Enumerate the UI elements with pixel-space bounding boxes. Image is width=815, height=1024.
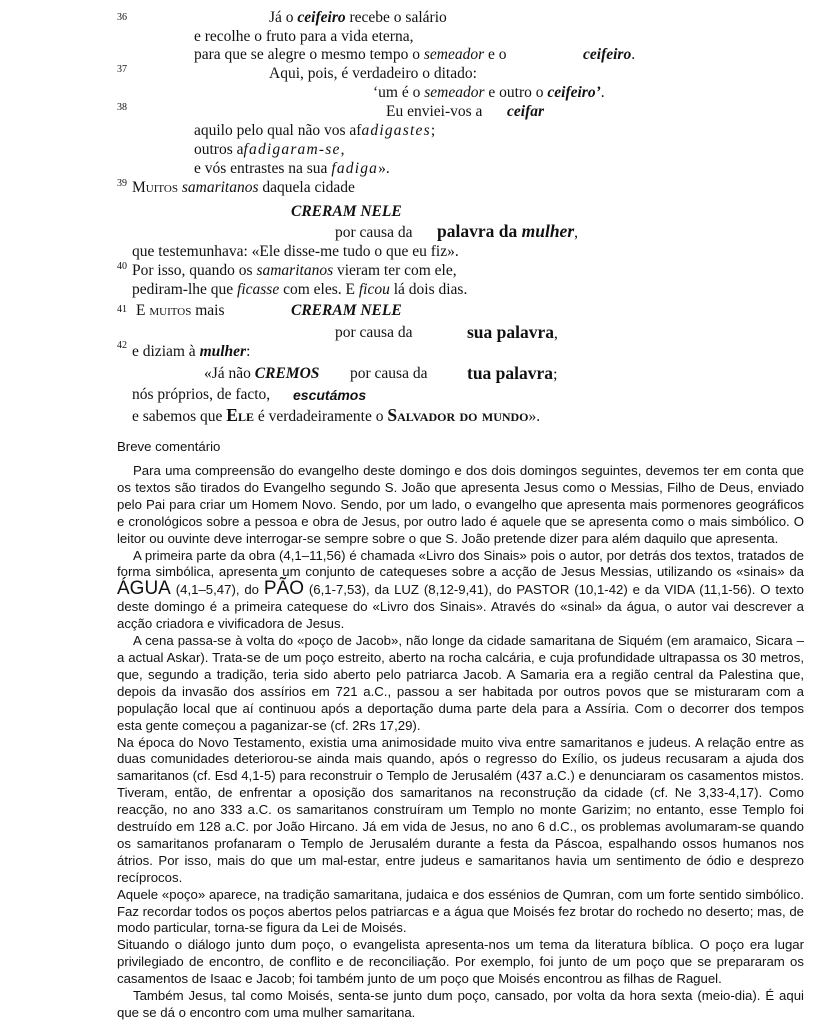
verse-line (132, 342, 250, 362)
text: lá dois dias. (389, 281, 468, 298)
verse-line (194, 121, 435, 141)
verse-line: e recolhe o fruto para a vida eterna, (194, 28, 414, 45)
emphasis: samaritanos (177, 179, 259, 196)
section-title: Breve comentário (117, 439, 221, 454)
verse-number: 38 (117, 102, 127, 113)
emphasis: PÃO (263, 578, 304, 600)
verse-line (194, 159, 390, 179)
text: ; (553, 366, 558, 383)
emphasis: ceifeiro (297, 9, 346, 26)
text: E (136, 302, 150, 319)
text: pediram-lhe que (132, 281, 238, 298)
text: para que se alegre o mesmo tempo o (194, 46, 424, 63)
text: outros a (194, 141, 244, 158)
verse-line (467, 322, 558, 344)
verse-line (291, 301, 402, 321)
verse-line: que testemunhava: «Ele disse-me tudo o que eu fiz». (132, 243, 459, 260)
verse-line (194, 140, 344, 160)
paragraph (117, 548, 804, 634)
text: A primeira parte da obra (4,1–11,56) é chamada «Livro dos Sinais» pois o autor, por detrás dos textos, tratados de forma simbólica, apresenta um conjunto de catequeses sobre a acção de Jesus Messias, utilizando os «sinais» da (117, 547, 804, 580)
verse-number: 41 (117, 304, 127, 315)
verse-line (132, 405, 540, 427)
emphasis: CRERAM NELE (291, 302, 402, 319)
text: «Já não (204, 365, 255, 382)
verse-number: 42 (117, 340, 127, 351)
paragraph: Aquele «poço» aparece, na tradição samaritana, judaica e dos essénios de Qumran, com um forte sentido simbólico. Faz recordar todos os poços abertos pelos patriarcas e a água que Moisés fez brotar do rochedo no deserto; mas, de modo particular, torna-se figura da Lei de Moisés. (117, 886, 804, 936)
verse-line (194, 45, 507, 65)
verse-number: 40 (117, 261, 127, 272)
verse-line: Eu enviei-vos a (386, 103, 483, 120)
text: Já o (269, 9, 298, 26)
emphasis: CRERAM NELE (291, 203, 402, 220)
text: Muitos (132, 179, 178, 196)
verse-line (132, 178, 355, 198)
verse-number: 37 (117, 64, 127, 75)
text: . (631, 46, 636, 63)
text: ; (430, 122, 436, 139)
text: : (246, 343, 251, 360)
verse-line: Aqui, pois, é verdadeiro o ditado: (269, 65, 477, 82)
text: ». (528, 408, 541, 425)
paragraph: Situando o diálogo junto dum poço, o evangelista apresenta-nos um tema da literatura bíblica. O poço era lugar privilegiado de encontro, de conflito e de reconciliação. Por exemplo, foi junto de um poço que se prepararam os casamentos de Isaac e Jacob; foi também junto de um poço que Moisés encontrou as filhas de Raguel. (117, 937, 804, 987)
verse-line (507, 102, 544, 122)
emphasis: ceifeiro (583, 46, 632, 63)
emphasis: Ele (226, 405, 254, 425)
emphasis: ÁGUA (117, 578, 171, 600)
verse-line: por causa da (335, 224, 413, 241)
text: ‘um é o (373, 84, 425, 101)
emphasis: CREMOS (254, 365, 320, 382)
emphasis: ceifeiro’ (547, 84, 601, 101)
emphasis: adigastes (361, 122, 431, 139)
text: com eles. E (279, 281, 359, 298)
text: e sabemos que (132, 408, 227, 425)
text: daquela cidade (258, 179, 355, 196)
text: muitos (149, 302, 192, 319)
text: e o (484, 46, 507, 63)
text: e diziam à (132, 343, 200, 360)
emphasis: Salvador do mundo (387, 405, 529, 425)
text: , (554, 325, 558, 342)
emphasis: fadiga (331, 160, 379, 177)
emphasis: ficasse (237, 281, 280, 298)
emphasis: semeador (424, 84, 485, 101)
emphasis: samaritanos (256, 262, 334, 279)
text: (4,1–5,47), do (170, 582, 264, 598)
verse-line (467, 363, 557, 385)
emphasis: fadigaram-se (243, 141, 341, 158)
text: . (600, 84, 605, 101)
verse-line (583, 45, 635, 65)
verse-line: nós próprios, de facto, (132, 386, 271, 403)
paragraph: Na época do Novo Testamento, existia uma animosidade muito viva entre samaritanos e judeus. A relação entre as duas comunidades deteriorou-se ainda mais quando, após o regresso do Exílio, os judeus recusaram a ajuda dos samaritanos (cf. Esd 4,1-5) para reconstruir o Templo de Jerusalém (437 a.C.) e denunciaram os casamentos mistos. Tiveram, então, de enfrentar a oposição dos samaritanos na reconstrução da cidade (cf. Ne 3,33-4,17). Como reacção, no ano 333 a.C. os samaritanos construíram um Templo no monte Garizim; no entanto, esse Templo foi destruído em 128 a.C. por João Hircano. Já em vida de Jesus, no ano 6 d.C., os problemas avolumaram-se quando os samaritanos profanaram o Templo de Jerusalém durante a festa da Páscoa, espalhando ossos humanos nos átrios. Por isso, mais do que um mal-estar, entre judeus e samaritanos havia um sentimento de ódio e desprezo recíprocos. (117, 734, 804, 885)
verse-line (132, 261, 457, 281)
commentary-body (117, 463, 804, 1022)
verse-line: por causa da (350, 365, 428, 382)
verse-line (291, 202, 402, 222)
text: e vós entrastes na sua (194, 160, 332, 177)
text: Por isso, quando os (132, 262, 257, 279)
verse-line (373, 83, 605, 103)
emphasis: ficou (358, 281, 390, 298)
paragraph: Para uma compreensão do evangelho deste domingo e dos dois domingos seguintes, devemos ter em conta que os textos são tirados do Evangelho segundo S. João que apresenta Jesus como o Messias, Filho de Deus, enviado pelo Pai para criar um Homem Novo. Sendo, por um lado, o evangelho que apresenta mais pormenores geográficos e cronológicos sobre a pessoa e obra de Jesus, por outro lado é aquele que se apresenta como o mais simbólico. O leitor ou ouvinte deve interrogar-se sempre sobre o que S. João pretende dizer para além daquilo que apresenta. (117, 463, 804, 546)
emphasis: mulher (199, 343, 247, 360)
text: , (574, 224, 579, 241)
text: vieram ter com ele, (333, 262, 457, 279)
text: e outro o (484, 84, 548, 101)
emphasis: tua palavra (467, 363, 554, 383)
emphasis: sua palavra (467, 322, 555, 342)
text: (6,1-7,53), da LUZ (8,12-9,41), do PASTOR (10,1-42) e da VIDA (11,1-56). O texto deste domingo é a primeira catequese do «Livro dos Sinais». Através do «sinal» da água, o autor vai descrever a acção criadora e vivificadora de Jesus. (117, 582, 804, 632)
emphasis: mulher (521, 221, 575, 241)
verse-line (204, 364, 319, 384)
text: recebe o salário (345, 9, 447, 26)
verse-line (132, 280, 467, 300)
verse-line: por causa da (335, 324, 413, 341)
verse-line (437, 221, 578, 243)
text: mais (191, 302, 225, 319)
text: é verdadeiramente o (253, 408, 388, 425)
text: ». (378, 160, 390, 177)
emphasis: escutámos (293, 387, 367, 403)
verse-line (269, 8, 447, 28)
verse-line (136, 301, 224, 321)
paragraph: A cena passa-se à volta do «poço de Jacob», não longe da cidade samaritana de Siquém (em aramaico, Sicara – a actual Askar). Trata-se de um poço estreito, aberto na rocha calcária, e cuja profundidade ultrapassa os 30 metros, que, segundo a tradição, teria sido aberto pelo patriarca Jacob. A Samaria era a região central da Palestina que, depois da invasão dos assírios em 721 a.C., passou a ser habitada por outros povos que se misturaram com a população local que aí continuou após a deportação duma parte dela para a Assíria. Com o decorrer dos tempos esta gente começou a paganizar-se (cf. 2Rs 17,29). (117, 633, 804, 733)
emphasis: semeador (423, 46, 485, 63)
text: aquilo pelo qual não vos af (194, 122, 362, 139)
verse-number: 36 (117, 12, 127, 23)
emphasis: ceifar (507, 103, 545, 120)
emphasis: palavra da (437, 221, 522, 241)
verse-line (293, 385, 366, 406)
verse-number: 39 (117, 178, 127, 189)
text: , (340, 141, 345, 158)
paragraph: Também Jesus, tal como Moisés, senta-se junto dum poço, cansado, por volta da hora sexta (meio-dia). É aqui que se dá o encontro com uma mulher samaritana. (117, 988, 804, 1020)
